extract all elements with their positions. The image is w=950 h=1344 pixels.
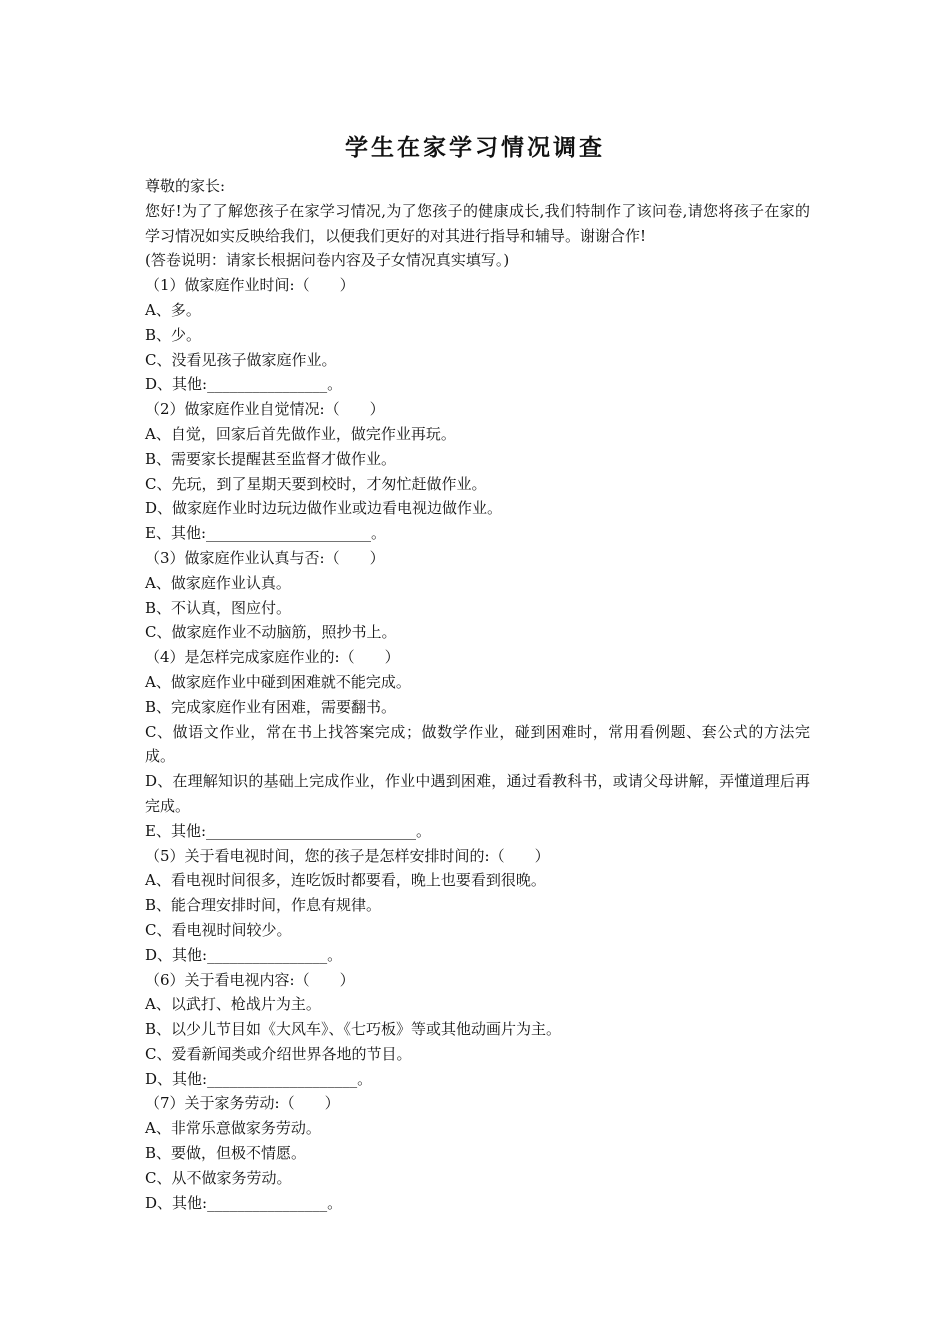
instructions: (答卷说明：请家长根据问卷内容及子女情况真实填写。) [145, 251, 510, 270]
option-c: C、爱看新闻类或介绍世界各地的节目。 [145, 1044, 412, 1063]
question-1 [145, 273, 810, 397]
option-b: B、需要家长提醒甚至监督才做作业。 [145, 449, 397, 468]
option-d: D、在理解知识的基础上完成作业，作业中遇到困难，通过看教科书，或请父母讲解，弄懂道理后再完成。 [145, 772, 810, 815]
option-b: B、要做，但极不情愿。 [145, 1144, 307, 1163]
option-c: C、做语文作业，常在书上找答案完成；做数学作业，碰到困难时，常用看例题、套公式的方法完成。 [145, 722, 810, 766]
question-text: （3）做家庭作业认真与否:（ ） [145, 548, 385, 567]
question-3 [145, 546, 810, 645]
option-b: B、以少儿节目如《大风车》、《七巧板》等或其他动画片为主。 [145, 1020, 562, 1039]
question-text: （7）关于家务劳动:（ ） [145, 1094, 340, 1113]
question-7 [145, 1091, 810, 1215]
option-a: A、自觉，回家后首先做作业，做完作业再玩。 [145, 424, 456, 443]
option-c: C、从不做家务劳动。 [145, 1168, 292, 1187]
question-text: （2）做家庭作业自觉情况:（ ） [145, 400, 385, 419]
question-6 [145, 968, 810, 1092]
option-a: A、以武打、枪战片为主。 [145, 995, 321, 1014]
greeting: 尊敬的家长: [145, 177, 226, 195]
question-5 [145, 844, 810, 968]
option-b: B、完成家庭作业有困难，需要翻书。 [145, 697, 397, 716]
option-d-blank: D、其他:____________________。 [145, 1069, 373, 1088]
option-a: A、看电视时间很多，连吃饭时都要看，晚上也要看到很晚。 [145, 871, 546, 890]
option-c: C、看电视时间较少。 [145, 920, 292, 939]
option-b: B、少。 [145, 325, 202, 344]
option-a: A、做家庭作业中碰到困难就不能完成。 [145, 672, 411, 691]
option-d-blank: D、其他:________________。 [145, 945, 343, 964]
option-e-blank: E、其他:______________________。 [145, 524, 387, 543]
option-c: C、没看见孩子做家庭作业。 [145, 350, 337, 369]
document-title: 学生在家学习情况调查 [345, 135, 605, 161]
question-text: （5）关于看电视时间，您的孩子是怎样安排时间的:（ ） [145, 846, 550, 865]
intro-paragraph: 您好!为了了解您孩子在家学习情况,为了您孩子的健康成长,我们特制作了该问卷,请您将孩子在家的学习情况如实反映给我们，以便我们更好的对其进行指导和辅导。谢谢合作! [145, 201, 810, 245]
option-e-blank: E、其他:____________________________。 [145, 821, 432, 840]
option-b: B、不认真，图应付。 [145, 598, 292, 617]
option-a: A、非常乐意做家务劳动。 [145, 1119, 321, 1138]
option-d-blank: D、其他:________________。 [145, 375, 343, 394]
option-d: D、做家庭作业时边玩边做作业或边看电视边做作业。 [145, 499, 503, 518]
option-a: A、多。 [145, 300, 201, 319]
question-text: （1）做家庭作业时间:（ ） [145, 276, 355, 295]
document-body [145, 174, 810, 1215]
option-b: B、能合理安排时间，作息有规律。 [145, 896, 382, 915]
option-a: A、做家庭作业认真。 [145, 573, 291, 592]
question-text: （6）关于看电视内容:（ ） [145, 970, 355, 989]
question-2 [145, 397, 810, 546]
question-text: （4）是怎样完成家庭作业的:（ ） [145, 648, 400, 667]
option-d-blank: D、其他:________________。 [145, 1193, 343, 1212]
question-4 [145, 645, 810, 843]
option-c: C、先玩，到了星期天要到校时，才匆忙赶做作业。 [145, 474, 487, 493]
option-c: C、做家庭作业不动脑筋，照抄书上。 [145, 623, 397, 642]
